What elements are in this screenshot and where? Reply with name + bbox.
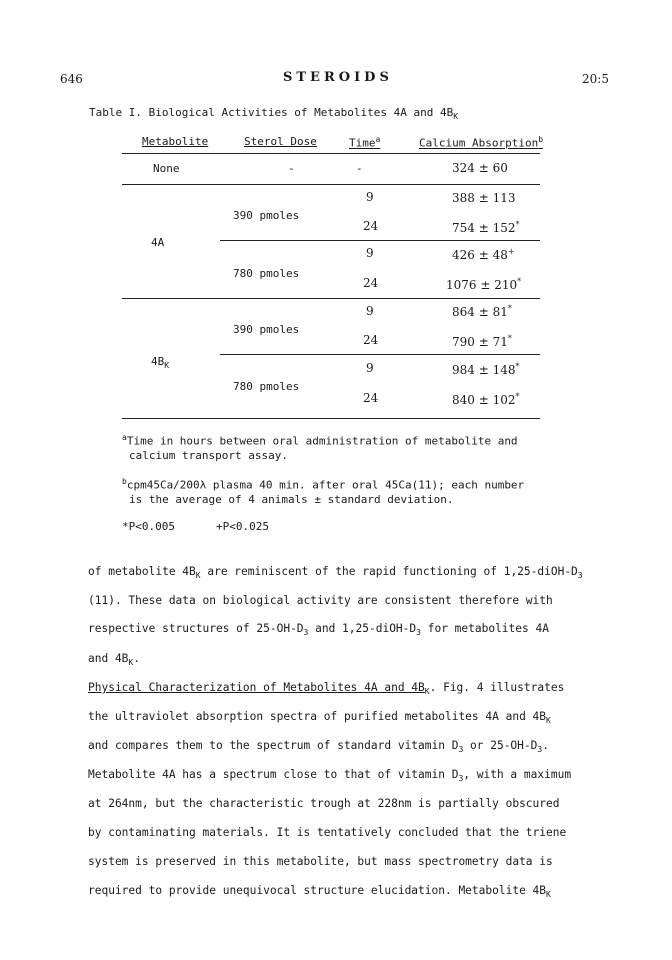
time-cell: 24 bbox=[363, 219, 379, 233]
col-header-sterol-dose: Sterol Dose bbox=[244, 135, 317, 148]
table-caption-prefix: Table I. bbox=[89, 106, 142, 119]
body-line: at 264nm, but the characteristic trough at 228nm is partially obscured bbox=[88, 797, 560, 810]
body-line: (11). These data on biological activity are consistent therefore with bbox=[88, 594, 553, 607]
issue-number: 20:5 bbox=[582, 72, 609, 86]
time-cell: 24 bbox=[363, 391, 379, 405]
none-dose: - bbox=[288, 162, 295, 175]
footnote-a-line2: calcium transport assay. bbox=[129, 449, 288, 462]
value-cell: 840 ± 102* bbox=[452, 392, 520, 407]
table-caption-sub: K bbox=[453, 112, 459, 122]
value-cell: 984 ± 148* bbox=[452, 362, 520, 377]
footnote-p1: *P<0.005 bbox=[122, 520, 175, 533]
body-line: required to provide unequivocal structure elucidation. Metabolite $4B_K$ bbox=[88, 884, 551, 900]
none-time: - bbox=[356, 162, 363, 175]
section-heading-line: Physical Characterization of Metabolites 4A and $4B_K$. Fig. 4 illustrates bbox=[88, 681, 565, 697]
footnote-a: $^a$Time in hours between oral administration of metabolite and bbox=[122, 433, 518, 448]
time-cell: 9 bbox=[366, 246, 374, 260]
header-rule bbox=[122, 153, 540, 154]
table-bottom-rule bbox=[122, 418, 540, 419]
group-rule bbox=[122, 298, 540, 299]
group-4a-label: 4A bbox=[151, 236, 165, 249]
body-line: and compares them to the spectrum of standard vitamin $D_3$ or $25-OH-D_3$. bbox=[88, 739, 549, 755]
time-cell: 9 bbox=[366, 304, 374, 318]
subrow-rule bbox=[220, 354, 540, 355]
section-heading: Physical Characterization of Metabolites 4A and $4B_K$ bbox=[88, 681, 430, 697]
footnote-b: $^b$cpm45Ca/200λ plasma 40 min. after oral 45Ca(11); each number bbox=[122, 477, 525, 492]
table-caption bbox=[89, 106, 458, 121]
value-cell: 754 ± 152* bbox=[452, 220, 520, 235]
col-header-time: Time$^a$ bbox=[349, 135, 381, 150]
body-line: and $4B_K$. bbox=[88, 652, 140, 668]
body-line: Metabolite 4A has a spectrum close to that of vitamin $D_3$, with a maximum bbox=[88, 768, 572, 784]
footnote-b-line2: is the average of 4 animals ± standard deviation. bbox=[129, 493, 454, 506]
time-cell: 24 bbox=[363, 333, 379, 347]
time-cell: 9 bbox=[366, 190, 374, 204]
value-cell: 388 ± 113 bbox=[452, 191, 516, 205]
col-header-metabolite: Metabolite bbox=[142, 135, 209, 148]
journal-title: STEROIDS bbox=[283, 70, 393, 85]
page-number: 646 bbox=[60, 72, 83, 86]
value-cell: 1076 ± 210* bbox=[446, 277, 522, 292]
group-4a-dose-390: 390 pmoles bbox=[233, 209, 300, 222]
body-line: by contaminating materials. It is tentatively concluded that the triene bbox=[88, 826, 567, 839]
table-caption-text: Biological Activities of Metabolites 4A and 4B bbox=[148, 106, 454, 119]
value-cell: 790 ± 71* bbox=[452, 334, 512, 349]
time-cell: 9 bbox=[366, 361, 374, 375]
row-rule bbox=[122, 184, 540, 185]
group-4bk-label: $4B_K$ bbox=[151, 355, 170, 371]
time-cell: 24 bbox=[363, 276, 379, 290]
group-4a-dose-780: 780 pmoles bbox=[233, 267, 300, 280]
col-header-calcium-absorption: Calcium Absorption$^b$ bbox=[419, 135, 544, 150]
value-cell: 864 ± 81* bbox=[452, 304, 512, 319]
subrow-rule bbox=[220, 240, 540, 241]
body-line: system is preserved in this metabolite, but mass spectrometry data is bbox=[88, 855, 553, 868]
body-line: of metabolite $4B_K$ are reminiscent of the rapid functioning of $1,25-diOH-D_3$ bbox=[88, 565, 583, 581]
group-4bk-dose-390: 390 pmoles bbox=[233, 323, 300, 336]
none-value: 324 ± 60 bbox=[452, 161, 508, 175]
group-4bk-dose-780: 780 pmoles bbox=[233, 380, 300, 393]
body-line: the ultraviolet absorption spectra of purified metabolites 4A and $4B_K$ bbox=[88, 710, 551, 726]
footnote-p2: +P<0.025 bbox=[216, 520, 269, 533]
body-line: respective structures of $25-OH-D_3$ and $1,25-diOH-D_3$ for metabolites 4A bbox=[88, 622, 549, 638]
value-cell: 426 ± 48+ bbox=[452, 247, 515, 262]
none-label: None bbox=[153, 162, 180, 175]
